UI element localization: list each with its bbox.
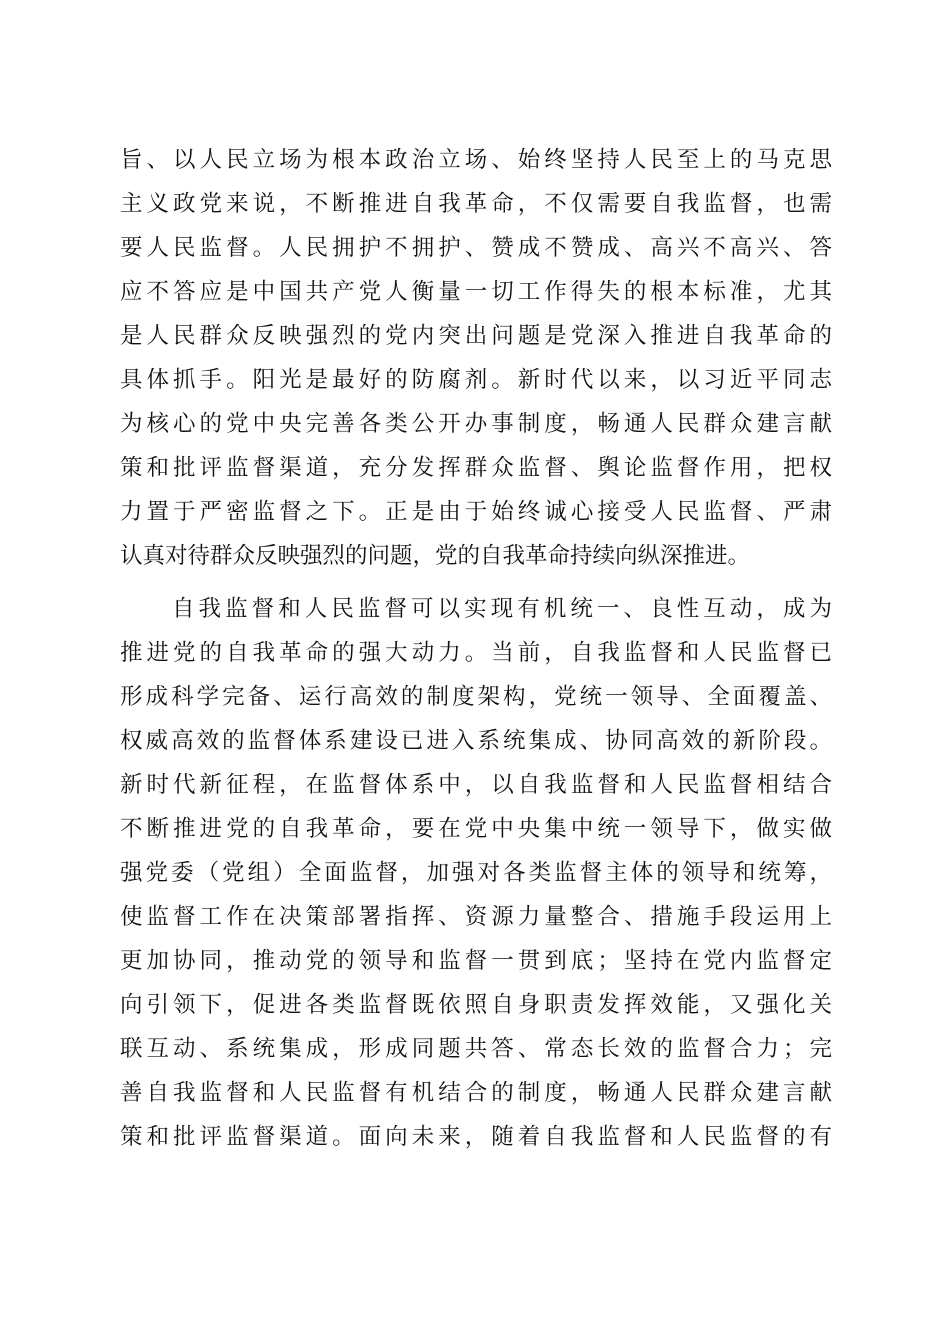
text-line: 具体抓手。阳光是最好的防腐剂。新时代以来，以习近平同志: [120, 367, 832, 393]
text-line: 推进党的自我革命的强大动力。当前，自我监督和人民监督已: [120, 640, 832, 666]
text-line: 形成科学完备、运行高效的制度架构，党统一领导、全面覆盖、: [120, 684, 832, 710]
text-line: 使监督工作在决策部署指挥、资源力量整合、措施手段运用上: [120, 904, 832, 930]
text-line: 要人民监督。人民拥护不拥护、赞成不赞成、高兴不高兴、答: [120, 235, 832, 261]
text-line: 策和批评监督渠道，充分发挥群众监督、舆论监督作用，把权: [120, 455, 832, 481]
text-line: 力置于严密监督之下。正是由于始终诚心接受人民监督、严肃: [120, 499, 832, 525]
text-line: 更加协同，推动党的领导和监督一贯到底；坚持在党内监督定: [120, 948, 832, 974]
paragraph-first-line: 自我监督和人民监督可以实现有机统一、良性互动，成为: [172, 596, 832, 622]
text-line: 认真对待群众反映强烈的问题，党的自我革命持续向纵深推进。: [120, 543, 751, 569]
text-line: 强党委（党组）全面监督，加强对各类监督主体的领导和统筹，: [120, 860, 832, 886]
text-line: 不断推进党的自我革命，要在党中央集中统一领导下，做实做: [120, 816, 832, 842]
text-line: 向引领下，促进各类监督既依照自身职责发挥效能，又强化关: [120, 992, 832, 1018]
text-line: 旨、以人民立场为根本政治立场、始终坚持人民至上的马克思: [120, 147, 832, 173]
text-line: 是人民群众反映强烈的党内突出问题是党深入推进自我革命的: [120, 323, 832, 349]
text-line: 为核心的党中央完善各类公开办事制度，畅通人民群众建言献: [120, 411, 832, 437]
text-line: 主义政党来说，不断推进自我革命，不仅需要自我监督，也需: [120, 191, 832, 217]
text-line: 应不答应是中国共产党人衡量一切工作得失的根本标准，尤其: [120, 279, 832, 305]
text-line: 权威高效的监督体系建设已进入系统集成、协同高效的新阶段。: [120, 728, 832, 754]
text-line: 联互动、系统集成，形成同题共答、常态长效的监督合力；完: [120, 1036, 832, 1062]
text-line: 新时代新征程，在监督体系中，以自我监督和人民监督相结合: [120, 772, 832, 798]
text-line: 策和批评监督渠道。面向未来，随着自我监督和人民监督的有: [120, 1124, 832, 1150]
text-line: 善自我监督和人民监督有机结合的制度，畅通人民群众建言献: [120, 1080, 832, 1106]
